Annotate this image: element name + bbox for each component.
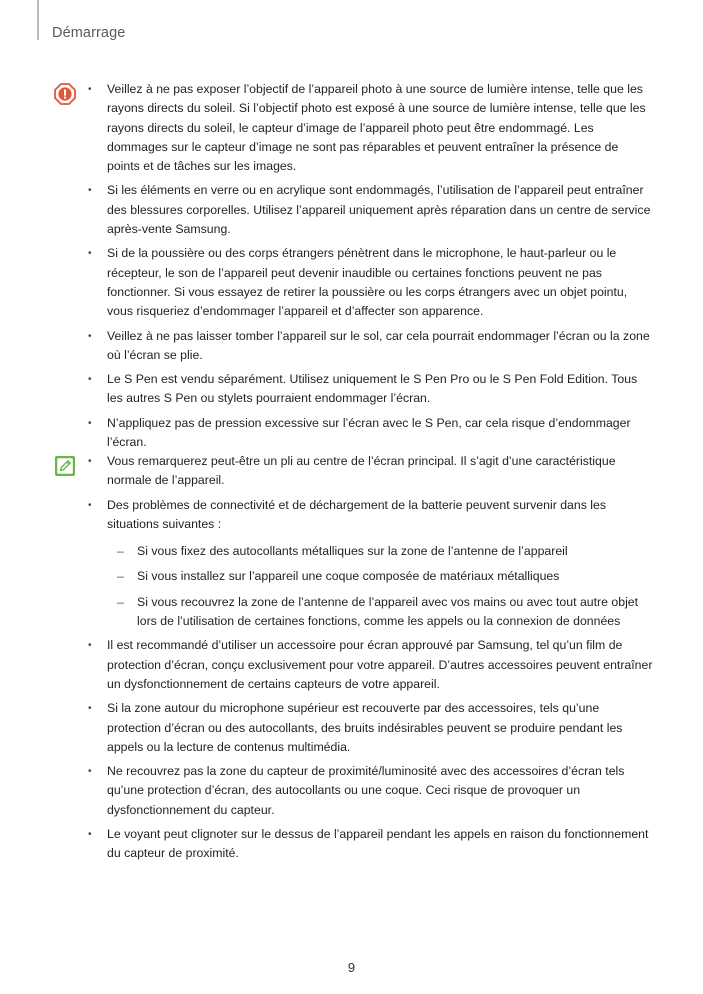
caution-item: • N’appliquez pas de pression excessive sur l’écran avec le S Pen, car cela risque d’endommager l’écran. <box>88 414 653 453</box>
caution-item: • Veillez à ne pas laisser tomber l’appareil sur le sol, car cela pourrait endommager l’écran ou la zone où l’écran se plie. <box>88 327 653 366</box>
caution-icon <box>54 83 76 105</box>
caution-item: • Si les éléments en verre ou en acrylique sont endommagés, l’utilisation de l’appareil peut entraîner des blessures corporelles. Utilisez l’appareil uniquement après réparation dans un centre de service après-vente Samsung. <box>88 181 653 239</box>
caution-item: • Le S Pen est vendu séparément. Utilisez uniquement le S Pen Pro ou le S Pen Fold Edition. Tous les autres S Pen ou stylets pourraient endommager l’écran. <box>88 370 653 409</box>
note-sublist <box>117 542 653 631</box>
note-list <box>88 452 653 864</box>
header-rule <box>37 0 39 40</box>
caution-item: • Si de la poussière ou des corps étrangers pénètrent dans le microphone, le haut-parleur ou le récepteur, le son de l’appareil peut devenir inaudible ou certaines fonctions peuvent ne pas fonctionner. Si vous essayez de retirer la poussière ou les corps étrangers avec un objet pointu, vous risqueriez d’endommager l’appareil et d’affecter son apparence. <box>88 244 653 321</box>
note-subitem: – Si vous installez sur l’appareil une coque composée de matériaux métalliques <box>117 567 653 586</box>
note-subitem: – Si vous fixez des autocollants métalliques sur la zone de l’antenne de l’appareil <box>117 542 653 561</box>
page-header-title: Démarrage <box>52 25 126 41</box>
note-item: • Le voyant peut clignoter sur le dessus de l’appareil pendant les appels en raison du fonctionnement du capteur de proximité. <box>88 825 653 864</box>
note-item-intro: Des problèmes de connectivité et de déchargement de la batterie peuvent survenir dans les situations suivantes : <box>107 497 607 531</box>
note-item: • Il est recommandé d’utiliser un accessoire pour écran approuvé par Samsung, tel qu’un film de protection d’écran, conçu exclusivement pour votre appareil. D’autres accessoires peuvent entraîner un dysfonctionnement de certains capteurs de votre appareil. <box>88 636 653 694</box>
page-number: 9 <box>347 960 356 975</box>
caution-list <box>88 80 653 452</box>
caution-item: • Veillez à ne pas exposer l’objectif de l’appareil photo à une source de lumière intense, telle que les rayons directs du soleil. Si l’objectif photo est exposé à une source de lumière intense, telle que les rayons directs du soleil, le capteur d’image de l’appareil photo peut être endommagé. Les dommages sur le capteur d’image ne sont pas réparables et peuvent entraîner la présence de points et de tâches sur les images. <box>88 80 653 176</box>
note-item <box>88 496 653 632</box>
note-item: • Si la zone autour du microphone supérieur est recouverte par des accessoires, tels qu’une protection d’écran ou des autocollants, des bruits indésirables peuvent se produire pendant les appels ou la lecture de contenus multimédia. <box>88 699 653 757</box>
note-item: • Ne recouvrez pas la zone du capteur de proximité/luminosité avec des accessoires d’écran tels qu’une protection d’écran, des autocollants ou une coque. Ceci risque de provoquer un dysfonctionnement du capteur. <box>88 762 653 820</box>
note-pencil-icon <box>54 455 76 477</box>
note-subitem: – Si vous recouvrez la zone de l’antenne de l’appareil avec vos mains ou avec tout autre objet lors de l’utilisation de certaines fonctions, comme les appels ou la connexion de données <box>117 593 653 632</box>
note-item: • Vous remarquerez peut-être un pli au centre de l’écran principal. Il s’agit d’une caractéristique normale de l’appareil. <box>88 452 653 491</box>
